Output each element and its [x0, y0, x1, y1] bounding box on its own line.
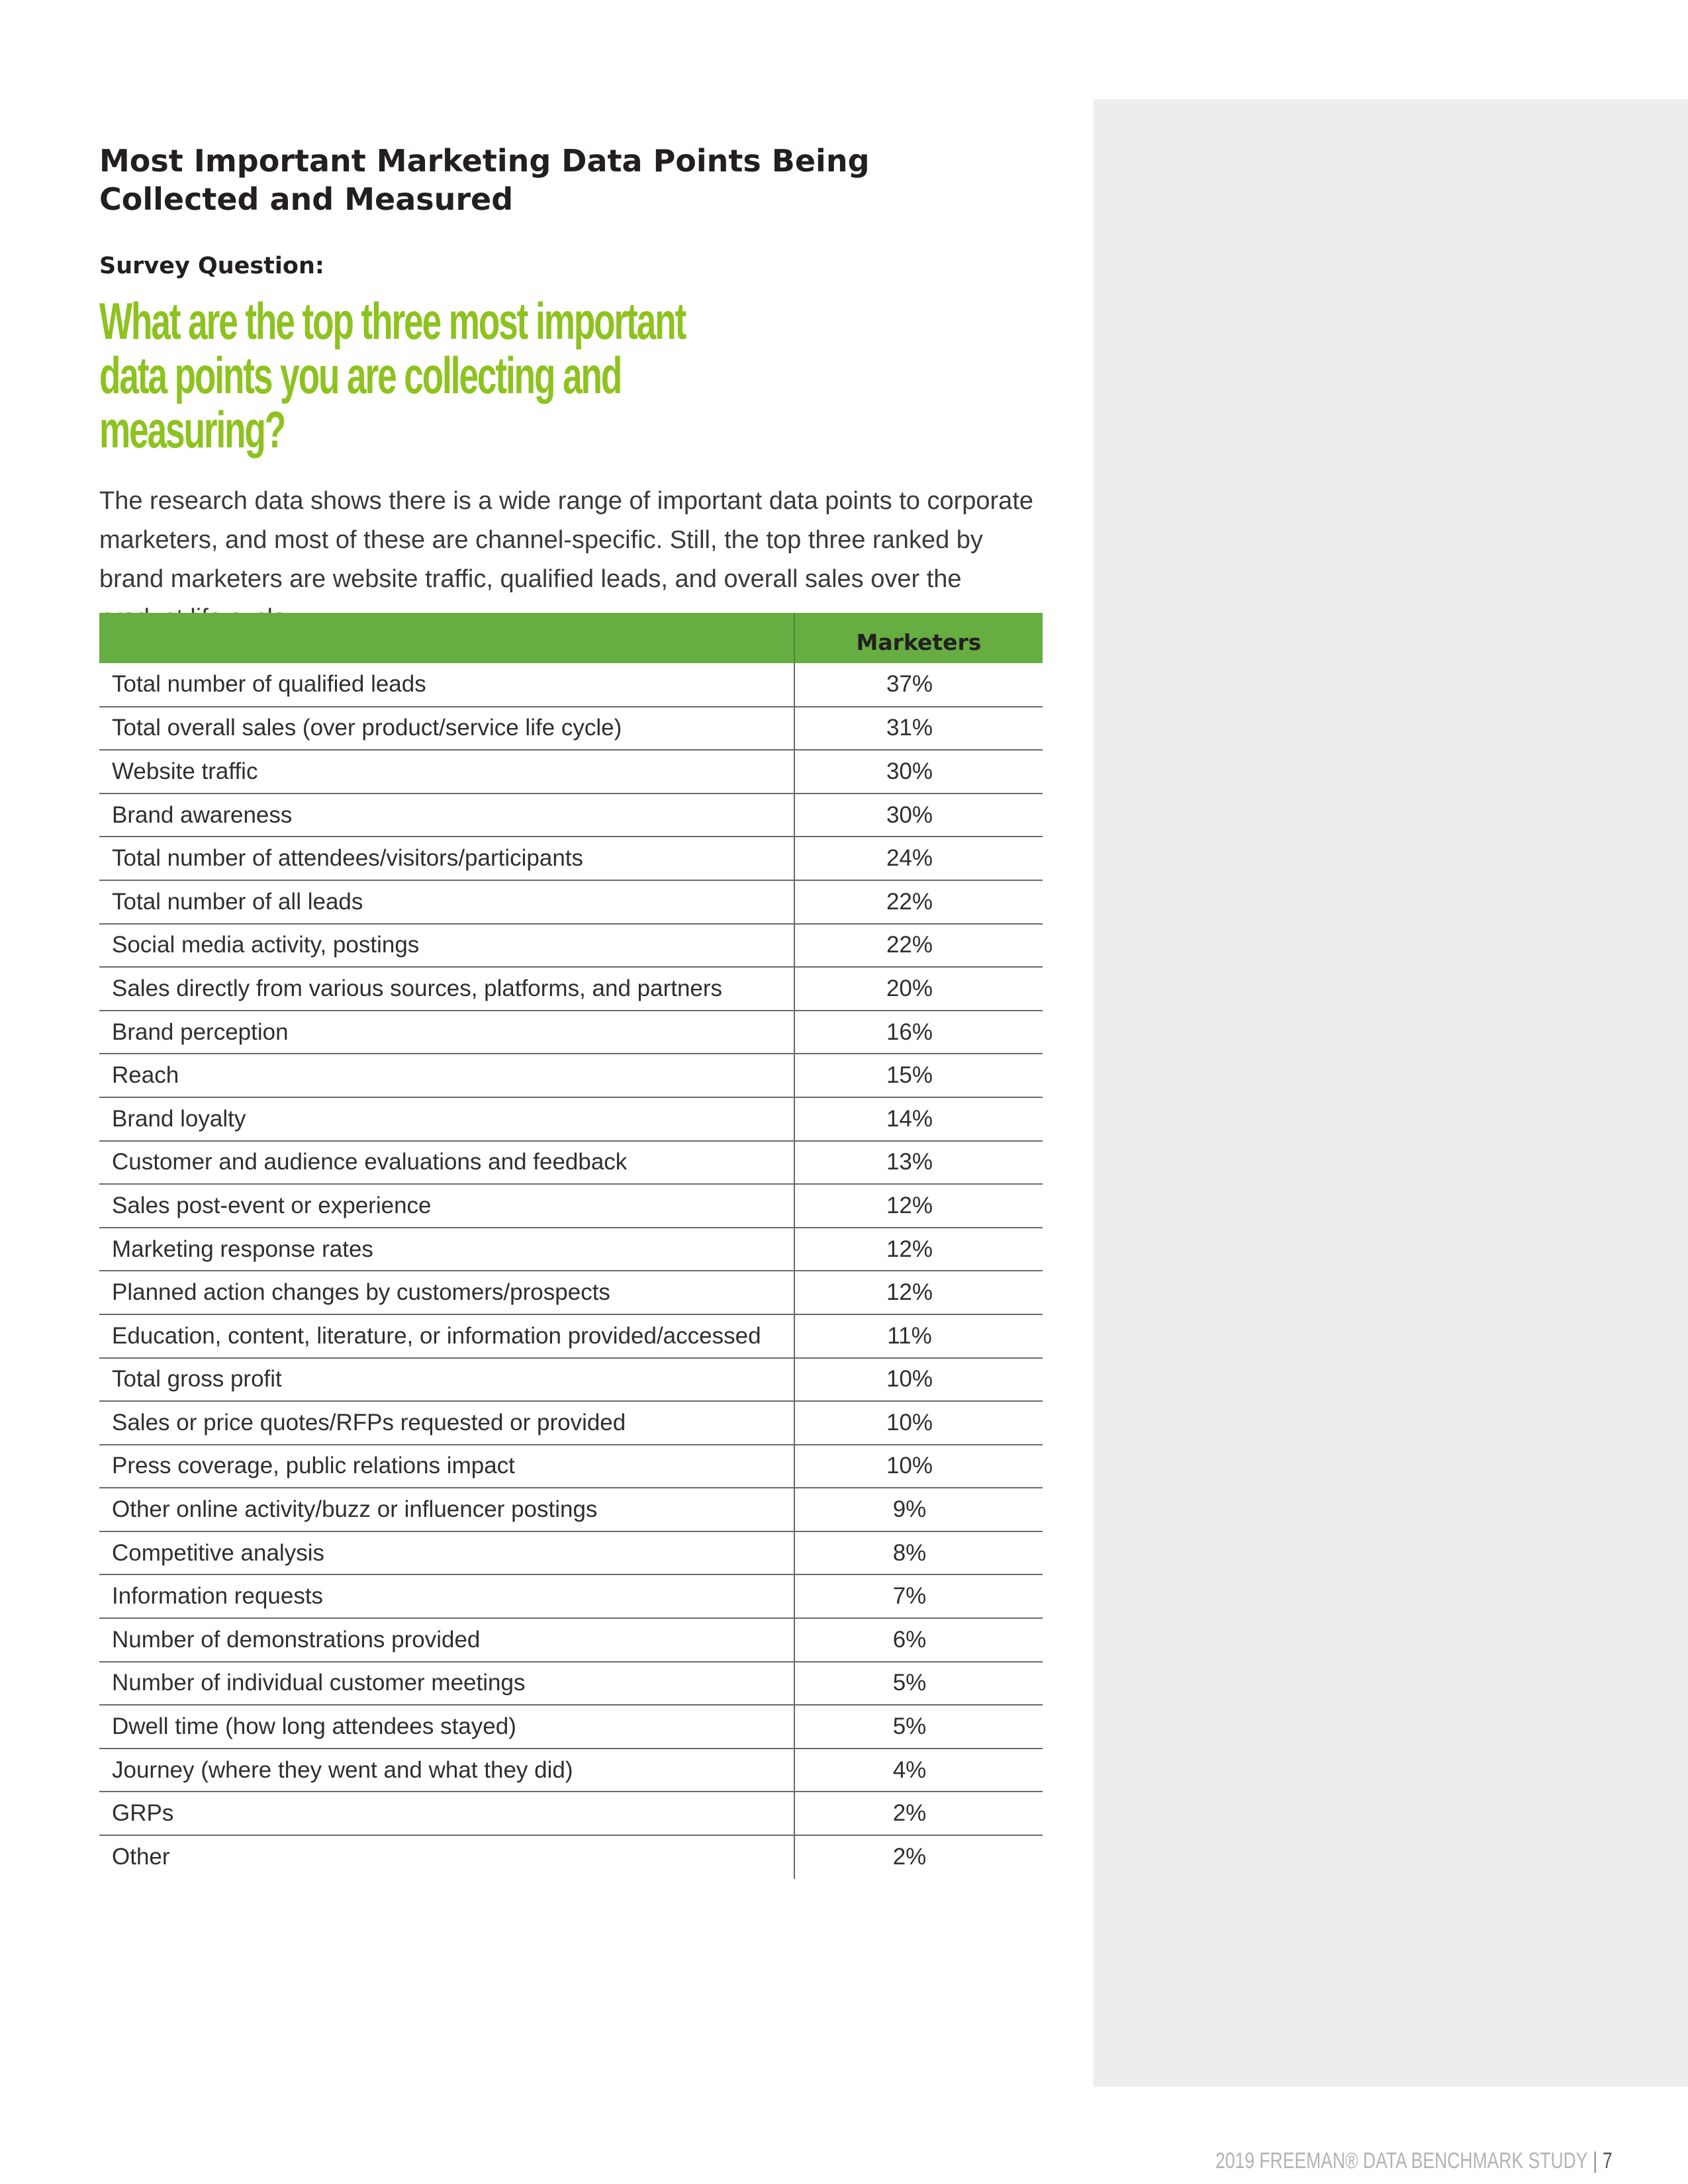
row-value: 20% [794, 967, 1043, 1011]
table-row [99, 1662, 1043, 1706]
row-metric: Total overall sales (over product/service life cycle) [99, 707, 794, 751]
row-value: 30% [794, 794, 1043, 837]
row-value: 6% [794, 1618, 1043, 1662]
table-row [99, 1184, 1043, 1228]
row-metric: Planned action changes by customers/prospects [99, 1271, 794, 1314]
row-value: 37% [794, 663, 1043, 707]
row-metric: Sales directly from various sources, platforms, and partners [99, 967, 794, 1011]
row-value: 7% [794, 1574, 1043, 1618]
row-value: 5% [794, 1705, 1043, 1749]
row-metric: Information requests [99, 1574, 794, 1618]
page-number: 7 [1603, 2148, 1613, 2173]
row-metric: Brand awareness [99, 794, 794, 837]
row-metric: Total number of qualified leads [99, 663, 794, 707]
row-metric: Brand perception [99, 1011, 794, 1054]
row-metric: Brand loyalty [99, 1097, 794, 1141]
row-value: 10% [794, 1358, 1043, 1402]
table-row [99, 1401, 1043, 1445]
row-value: 15% [794, 1054, 1043, 1097]
table-row [99, 663, 1043, 707]
row-value: 31% [794, 707, 1043, 751]
row-value: 30% [794, 750, 1043, 794]
footer-separator: | [1593, 2148, 1598, 2173]
row-value: 22% [794, 924, 1043, 968]
sidebar-panel [1094, 99, 1688, 2087]
survey-question-label: Survey Question: [99, 253, 324, 279]
table-header-row [99, 613, 1043, 663]
table-row [99, 707, 1043, 751]
table-row [99, 1618, 1043, 1662]
table-row [99, 1488, 1043, 1531]
content-area [99, 142, 1043, 663]
row-metric: Sales post-event or experience [99, 1184, 794, 1228]
table-row [99, 1358, 1043, 1402]
row-metric: Social media activity, postings [99, 924, 794, 968]
row-metric: Number of individual customer meetings [99, 1662, 794, 1706]
table-row [99, 1271, 1043, 1314]
table-row [99, 880, 1043, 924]
header-marketers: Marketers [794, 613, 1043, 663]
page-footer [1215, 2148, 1613, 2174]
table-row [99, 924, 1043, 968]
table-row [99, 1445, 1043, 1488]
row-value: 2% [892, 1844, 927, 1870]
row-metric: Sales or price quotes/RFPs requested or provided [99, 1401, 794, 1445]
row-metric: Total number of attendees/visitors/participants [99, 837, 794, 880]
table-row [99, 837, 1043, 880]
row-value: 2% [794, 1792, 1043, 1835]
row-value: 13% [794, 1141, 1043, 1185]
intro-paragraph: The research data shows there is a wide range of important data points to corporate marketers, and most of these are channel-specific. Still, the top three ranked by brand marketers are website traffic, qualified leads, and overall sales over the [99, 487, 1034, 593]
row-value: 14% [794, 1097, 1043, 1141]
row-value: 11% [794, 1314, 1043, 1358]
table-row [99, 1835, 1043, 1879]
row-metric: Total gross profit [99, 1358, 794, 1402]
row-value: 10% [794, 1445, 1043, 1488]
row-value: 12% [794, 1228, 1043, 1271]
results-table [99, 613, 1043, 1879]
row-value: 8% [794, 1531, 1043, 1575]
row-metric: Reach [99, 1054, 794, 1097]
table-row [99, 1054, 1043, 1097]
table-row [99, 1705, 1043, 1749]
table-row [99, 1141, 1043, 1185]
row-metric: Number of demonstrations provided [99, 1618, 794, 1662]
row-value: 10% [794, 1401, 1043, 1445]
footer-study-title: 2019 FREEMAN® DATA BENCHMARK STUDY [1215, 2148, 1588, 2173]
row-metric: Press coverage, public relations impact [99, 1445, 794, 1488]
survey-question-text [99, 294, 1000, 457]
table-body [99, 663, 1043, 1879]
row-metric: Other [99, 1835, 794, 1879]
row-value: 9% [794, 1488, 1043, 1531]
table-row [99, 1531, 1043, 1575]
row-value: 16% [794, 1011, 1043, 1054]
survey-question-line: What are the top three most important data points you are collecting and measuring? [99, 292, 686, 459]
row-metric: Dwell time (how long attendees stayed) [99, 1705, 794, 1749]
row-value: 24% [794, 837, 1043, 880]
table-row [99, 1228, 1043, 1271]
row-metric: Marketing response rates [99, 1228, 794, 1271]
table-row [99, 1574, 1043, 1618]
row-metric: Other online activity/buzz or influencer postings [99, 1488, 794, 1531]
table-row [99, 1749, 1043, 1792]
section-title: Most Important Marketing Data Points Being Collected and Measured [99, 143, 870, 217]
row-metric: Website traffic [99, 750, 794, 794]
table-row [99, 967, 1043, 1011]
row-metric: Journey (where they went and what they did) [99, 1749, 794, 1792]
table-row [99, 750, 1043, 794]
row-value: 5% [794, 1662, 1043, 1706]
table-row [99, 794, 1043, 837]
table-row [99, 1792, 1043, 1835]
table-row [99, 1314, 1043, 1358]
row-metric: Total number of all leads [99, 880, 794, 924]
table-row [99, 1011, 1043, 1054]
row-value: 22% [794, 880, 1043, 924]
header-metric [99, 613, 794, 663]
row-metric: Education, content, literature, or information provided/accessed [99, 1314, 794, 1358]
row-value: 12% [794, 1271, 1043, 1314]
row-value: 12% [794, 1184, 1043, 1228]
row-metric: GRPs [99, 1792, 794, 1835]
row-metric: Competitive analysis [99, 1531, 794, 1575]
row-metric: Customer and audience evaluations and feedback [99, 1141, 794, 1185]
row-value: 4% [794, 1749, 1043, 1792]
table-row [99, 1097, 1043, 1141]
